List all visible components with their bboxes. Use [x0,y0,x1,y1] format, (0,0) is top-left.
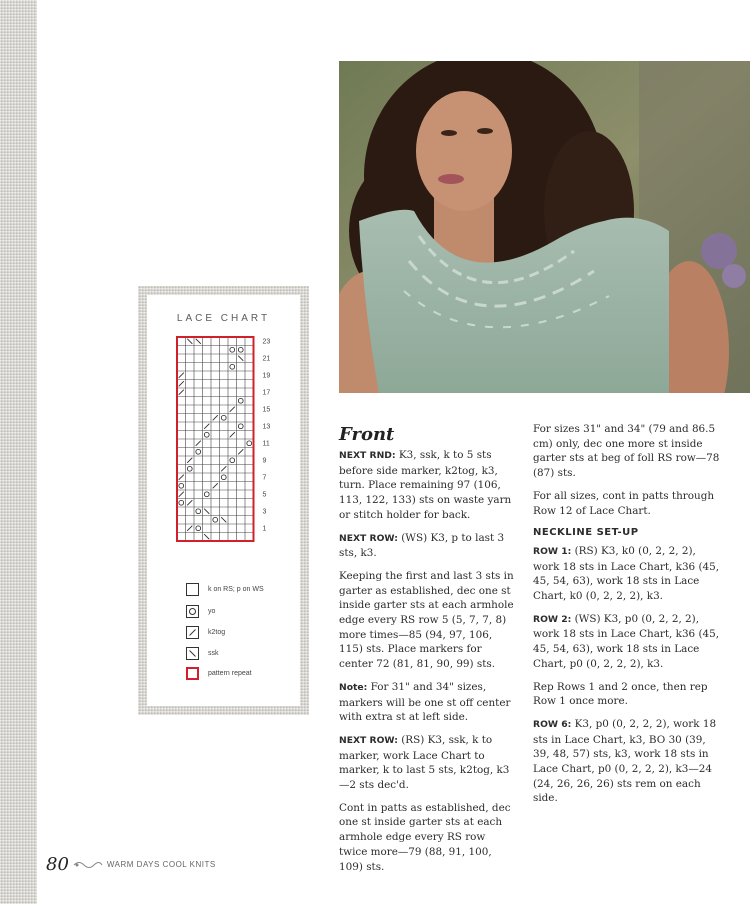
k2tog-symbol [179,381,184,386]
pattern-repeat-box-icon [186,667,199,680]
yo-symbol [230,458,235,463]
paragraph [339,531,514,561]
legend-row-k2tog [186,625,226,639]
k2tog-symbol [213,483,218,488]
section-heading-neckline: NECKLINE SET-UP [533,527,639,539]
page-footer [46,854,216,875]
paragraph: Keeping the first and last 3 sts in garter as established, dec one st inside garter sts at each armhole edge every RS row 5 (5, 7, 7, 8) more times—85 (94, 97, 106, 115) sts. Place markers for center 72 (81, 81, 90, 99) sts. [339,569,514,671]
step-text: K3, ssk, k to 5 sts before side marker, k2tog, k3, turn. Place remaining 97 (106, 113, 122, 133) sts on waste yarn or stitch holder for back. [339,449,512,521]
ssk-symbol [204,509,209,514]
step-text: (WS) K3, p to last 3 sts, k3. [339,531,505,560]
row-number-label: 21 [262,355,271,363]
k2tog-symbol [179,373,184,378]
yo-symbol [204,492,209,497]
yo-symbol [204,432,209,437]
ssk-symbol [221,517,226,522]
section-heading-front: Front [339,424,395,445]
k2tog-symbol [179,492,184,497]
k2tog-symbol [204,424,209,429]
row-number-label: 11 [262,440,270,448]
legend-row-ssk [186,646,219,660]
ssk-symbol [238,356,243,361]
paragraph [533,544,723,604]
yo-symbol [238,424,243,429]
k2tog-symbol [230,432,235,437]
row-number-label: 7 [262,474,267,482]
page-number: 80 [46,854,69,875]
k2tog-symbol [187,526,192,531]
legend-label: ssk [208,649,219,657]
step-label: NEXT ROW: [339,532,398,544]
k2tog-symbol [221,466,226,471]
step-label: NEXT RND: [339,450,396,461]
lace-chart-card [147,295,300,706]
yo-symbol [187,466,192,471]
paragraph [339,733,514,793]
yo-symbol [230,364,235,369]
legend-row-knit [186,582,264,596]
flourish-ornament-icon [73,860,103,870]
row-number-label: 3 [262,508,267,516]
yo-symbol [179,483,184,488]
paragraph [533,717,723,806]
note-paragraph [339,680,514,725]
ssk-backslash-icon [186,647,199,660]
note-label: Note: [339,681,368,693]
step-label: NEXT ROW: [339,734,398,746]
yo-circle-icon [186,605,199,618]
yo-symbol [213,517,218,522]
row-number-label: 1 [262,525,267,533]
step-text: (RS) K3, ssk, k to marker, work Lace Chart to marker, k to last 5 sts, k2tog, k3—2 sts dec'd. [339,733,510,792]
row-number-label: 9 [262,457,267,465]
legend-label: yo [208,607,216,615]
k2tog-symbol [196,441,201,446]
yo-symbol [196,509,201,514]
lace-chart-panel [138,286,309,715]
k2tog-symbol [179,390,184,395]
paragraph: Cont in patts as established, dec one st inside garter sts at each armhole edge every RS row twice more—79 (88, 91, 100, 109) sts. [339,801,511,873]
empty-box-icon [186,583,199,596]
chart-title: LACE CHART [176,313,271,324]
yo-symbol [196,449,201,454]
row-text: (RS) K3, k0 (0, 2, 2, 2), work 18 sts in Lace Chart, k36 (45, 45, 54, 63), work 18 sts in Lace Chart, k0 (0, 2, 2, 2), k3. [533,544,720,603]
k2tog-symbol [238,449,243,454]
yo-symbol [247,441,252,446]
model-photo [339,61,750,393]
row-label: ROW 2: [533,613,572,625]
row-number-label: 5 [262,491,267,499]
yo-symbol [238,347,243,352]
paragraph: Rep Rows 1 and 2 once, then rep Row 1 once more. [533,680,708,708]
row-number-label: 15 [262,406,271,414]
legend-label: k2tog [208,628,226,636]
paragraph [339,448,514,523]
legend-label: pattern repeat [208,669,252,677]
row-number-label: 23 [262,338,271,346]
k2tog-symbol [213,415,218,420]
k2tog-symbol [187,458,192,463]
row-label: ROW 6: [533,718,572,730]
book-title: WARM DAYS COOL KNITS [106,860,216,869]
lace-chart-grid [147,295,300,706]
ssk-symbol [187,339,192,344]
row-text: K3, p0 (0, 2, 2, 2), work 18 sts in Lace Chart, k3, BO 30 (39, 39, 48, 57) sts, k3, work 18 sts in Lace Chart, p0 (0, 2, 2, 2), k3—24 (24, 26, 26, 26) sts rem on each side. [533,717,717,805]
yo-symbol [230,347,235,352]
row-number-label: 17 [262,389,271,397]
paragraph: For sizes 31" and 34" (79 and 86.5 cm) only, dec one more st inside garter sts at beg of foll RS row—78 (87) sts. [533,423,720,480]
row-number-label: 13 [262,423,271,431]
paragraph: For all sizes, cont in patts through Row 12 of Lace Chart. [533,489,715,517]
k2tog-symbol [179,475,184,480]
ssk-symbol [196,339,201,344]
paragraph [533,612,723,672]
yo-symbol [196,526,201,531]
legend-row-yo [186,604,216,618]
ssk-symbol [204,534,209,539]
yo-symbol [179,500,184,505]
note-text: For 31" and 34" sizes, markers will be one st off center with extra st at left side. [339,680,511,724]
linen-border-strip [0,0,37,904]
neckline-instructions-column [533,422,723,814]
k2tog-slash-icon [186,626,199,639]
front-instructions-column [339,424,514,882]
legend-row-repeat [186,666,252,680]
row-label: ROW 1: [533,545,572,557]
k2tog-symbol [187,500,192,505]
row-number-label: 19 [262,372,271,380]
yo-symbol [221,475,226,480]
row-text: (WS) K3, p0 (0, 2, 2, 2), work 18 sts in Lace Chart, k36 (45, 45, 54, 63), work 18 sts in Lace Chart, p0 (0, 2, 2, 2), k3. [533,612,720,670]
legend-label: k on RS; p on WS [208,585,264,593]
yo-symbol [238,398,243,403]
yo-symbol [221,415,226,420]
k2tog-symbol [230,407,235,412]
